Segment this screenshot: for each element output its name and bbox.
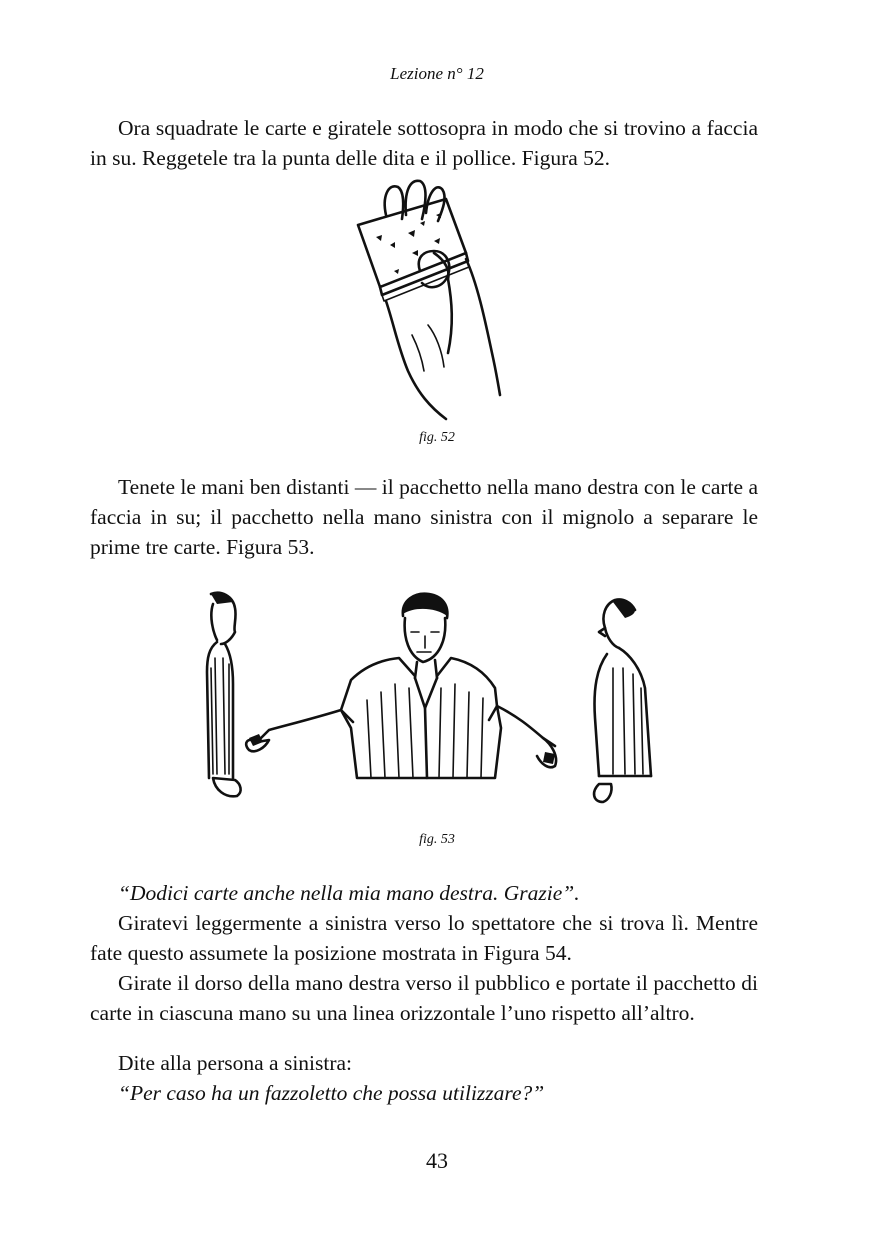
figure-53-caption: fig. 53 [419, 832, 455, 847]
paragraph-6: Dite alla persona a sinistra: [118, 1051, 353, 1075]
running-head: Lezione n° 12 [390, 64, 484, 83]
paragraph-4: Giratevi leggermente a sinistra verso lo spettatore che si trova lì. Mentre fate questo assumete la posizione mostrata in Figura 54. [90, 911, 758, 965]
paragraph-1: Ora squadrate le carte e giratele sottosopra in modo che si trovino a faccia in su. Reggetele tra la punta delle dita e il pollice. Figura 52. [90, 116, 758, 170]
figure-52-illustration [350, 175, 510, 425]
figure-53-illustration [195, 588, 675, 813]
page-number: 43 [426, 1148, 448, 1173]
figure-52-caption: fig. 52 [419, 430, 455, 445]
paragraph-7: “Per caso ha un fazzoletto che possa utilizzare?” [118, 1081, 545, 1105]
paragraph-5: Girate il dorso della mano destra verso il pubblico e portate il pacchetto di carte in ciascuna mano su una linea orizzontale l’uno rispetto all’altro. [90, 971, 758, 1025]
paragraph-3: “Dodici carte anche nella mia mano destra. Grazie”. [118, 881, 580, 905]
paragraph-2: Tenete le mani ben distanti — il pacchetto nella mano destra con le carte a faccia in su; il pacchetto nella mano sinistra con il mignolo a separare le prime tre carte. Figura 53. [90, 475, 758, 559]
